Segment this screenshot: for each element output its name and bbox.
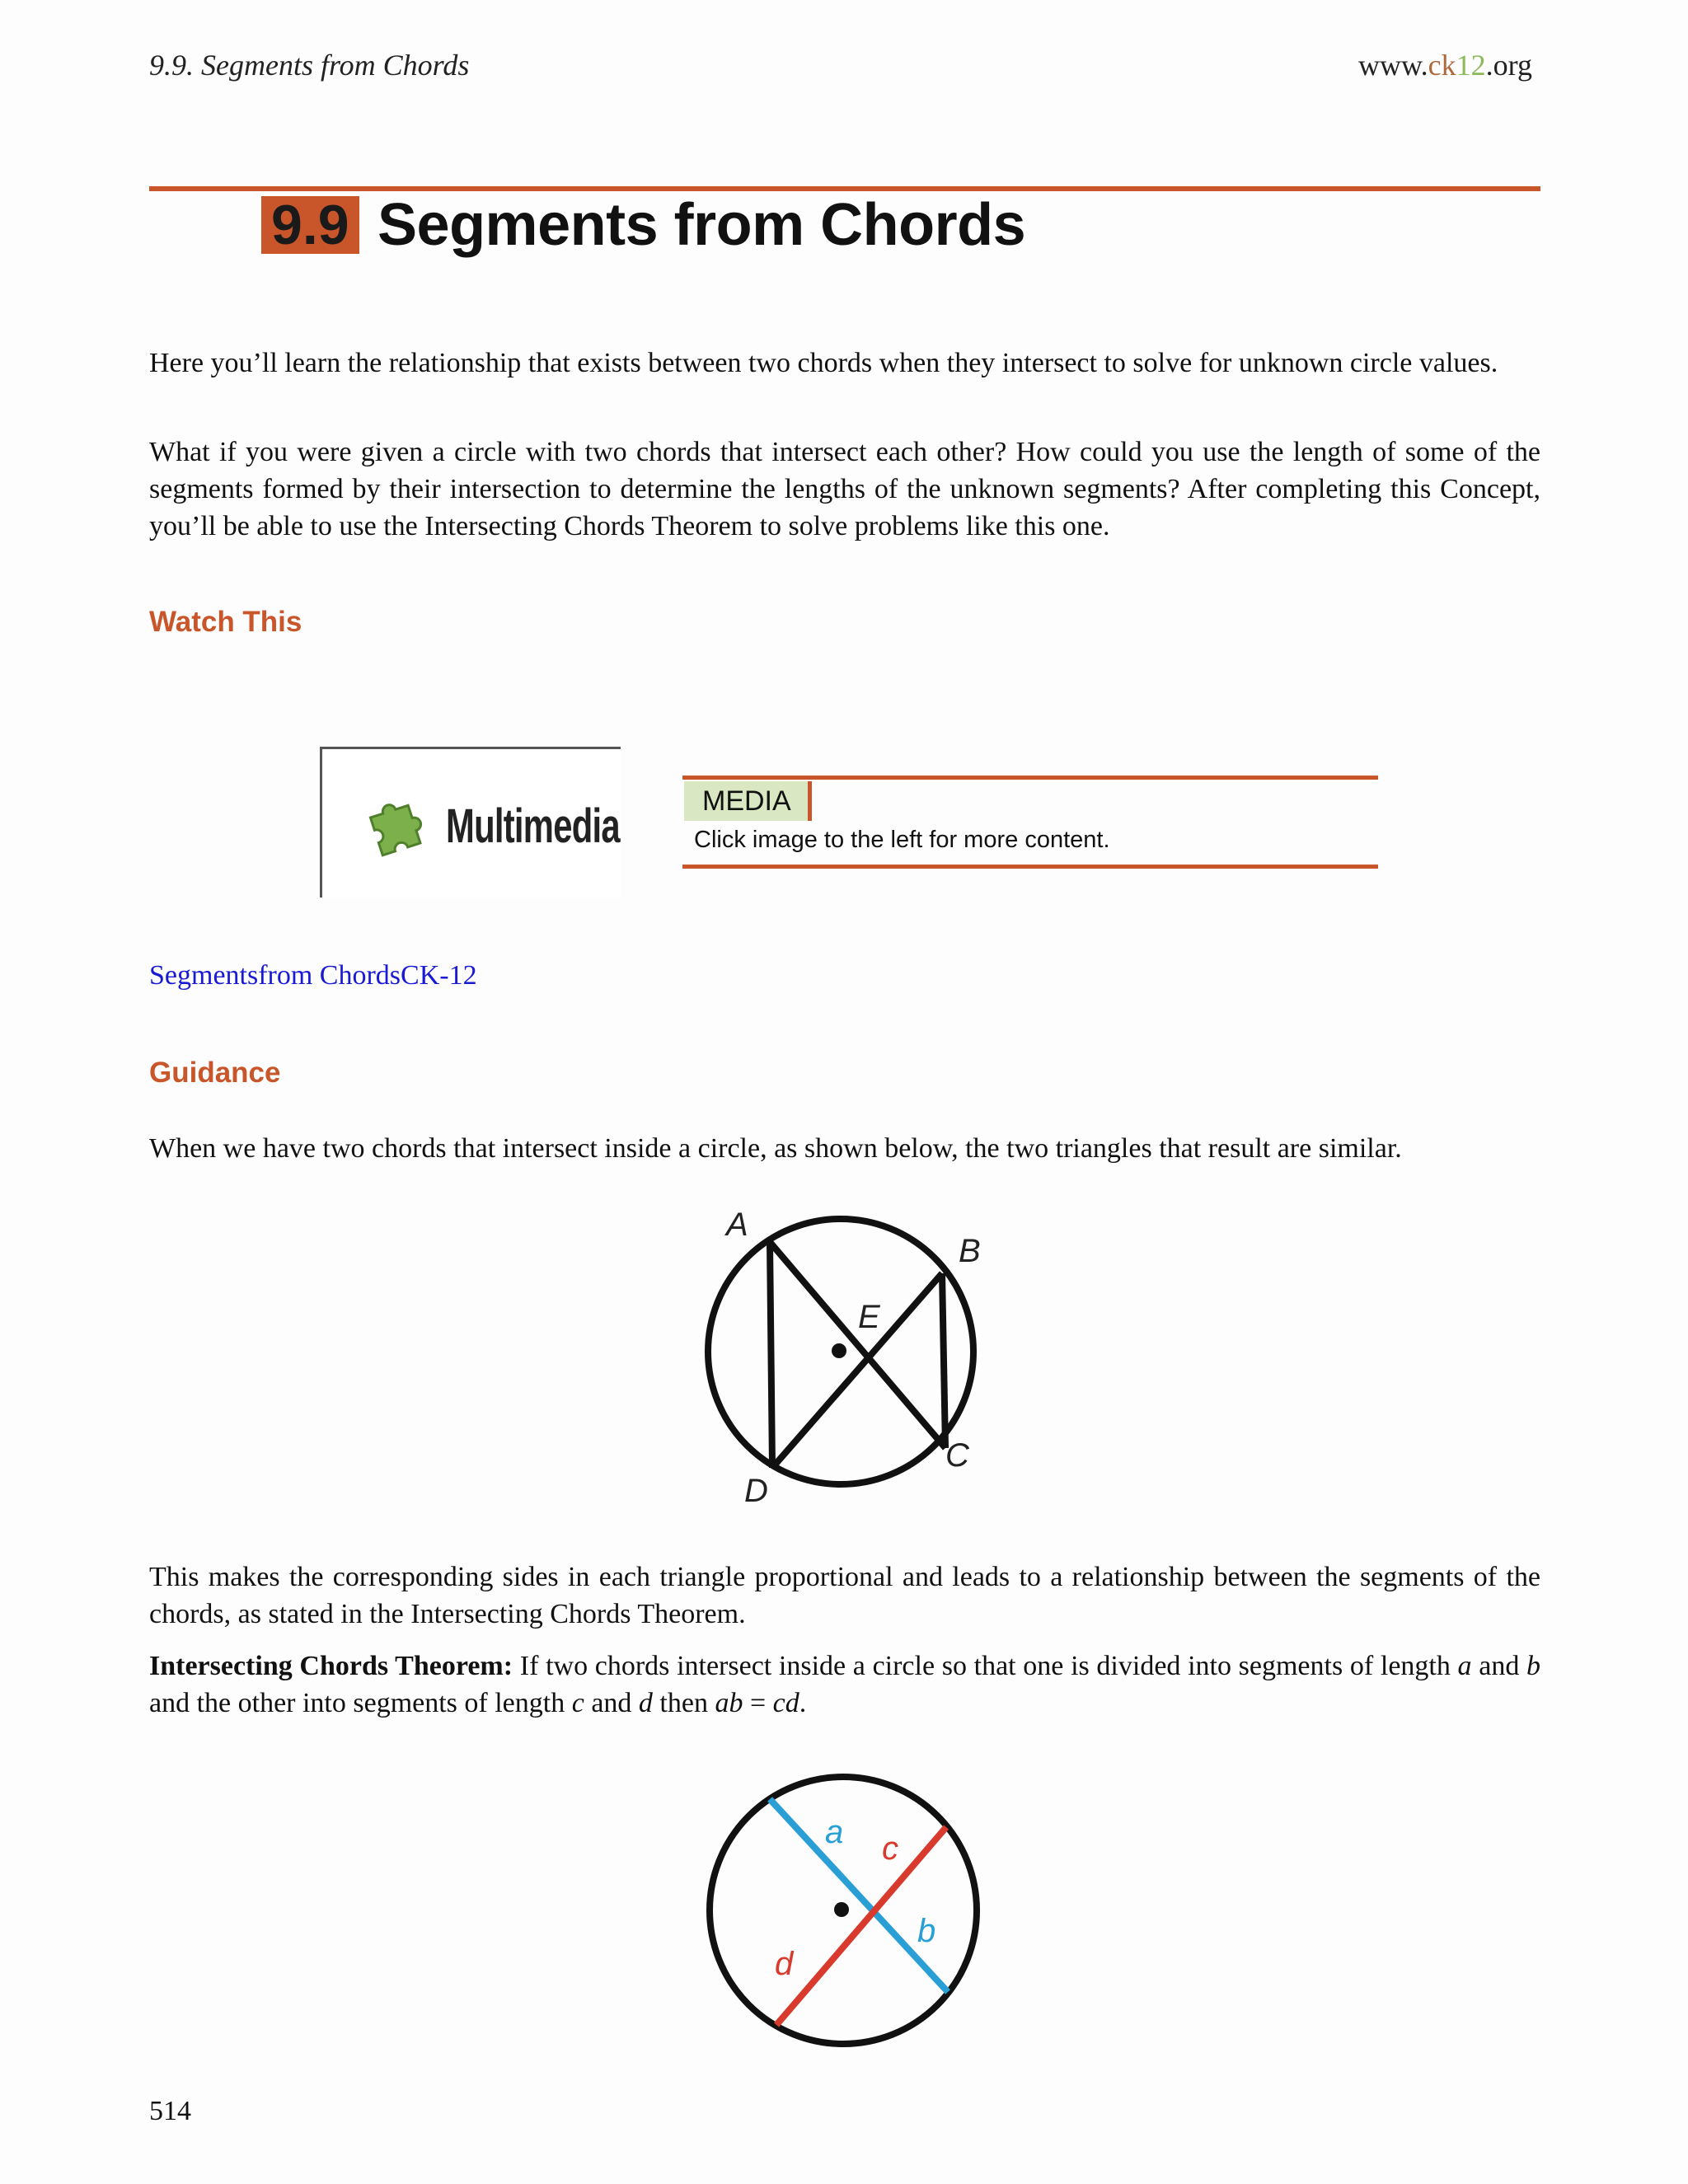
- watch-heading: Watch This: [149, 606, 302, 638]
- section-title: Segments from Chords: [377, 192, 1026, 258]
- intersecting-chords-segments-figure: [699, 1768, 987, 2052]
- chord-bd: [772, 1273, 942, 1468]
- video-link[interactable]: Segmentsfrom ChordsCK-12: [149, 960, 477, 991]
- center-dot: [832, 1343, 846, 1358]
- theorem-text-2: and the other into segments of length: [149, 1688, 572, 1718]
- label-seg-a: a: [825, 1814, 844, 1850]
- media-rule-bottom: [682, 865, 1378, 869]
- site-url[interactable]: [1358, 48, 1532, 82]
- label-d: D: [744, 1473, 768, 1509]
- segment-ad: [770, 1242, 772, 1468]
- page-number: 514: [149, 2096, 191, 2126]
- equation-sign: =: [743, 1688, 773, 1718]
- label-a: A: [726, 1207, 748, 1243]
- url-ck: ck: [1428, 49, 1456, 82]
- var-b: b: [1526, 1651, 1540, 1681]
- intro-paragraph-1: Here you’ll learn the relationship that exists between two chords when they intersect to solve for unknown circle values.: [149, 348, 1498, 378]
- label-c: C: [945, 1437, 969, 1474]
- theorem-and-2: and: [584, 1688, 639, 1718]
- running-head: 9.9. Segments from Chords: [149, 49, 470, 82]
- theorem-end: .: [799, 1688, 807, 1718]
- media-caption: Click image to the left for more content.: [694, 827, 1110, 853]
- label-seg-d: d: [775, 1946, 794, 1982]
- theorem-text-1: If two chords intersect inside a circle so that one is divided into segments of length: [513, 1651, 1458, 1681]
- multimedia-label: Multimedia: [446, 799, 620, 853]
- intersecting-chords-triangles-figure: [696, 1207, 993, 1512]
- section-number: 9.9: [261, 196, 359, 254]
- theorem-name: Intersecting Chords Theorem:: [149, 1651, 513, 1681]
- theorem-and-1: and: [1471, 1651, 1526, 1681]
- multimedia-thumbnail[interactable]: [320, 747, 621, 898]
- label-b: B: [959, 1233, 981, 1269]
- url-suffix: .org: [1485, 49, 1532, 82]
- equation-lhs: ab: [715, 1688, 743, 1718]
- label-seg-c: c: [882, 1830, 898, 1867]
- label-seg-b: b: [917, 1913, 936, 1949]
- label-e: E: [858, 1299, 880, 1335]
- media-tag: MEDIA: [684, 781, 812, 821]
- equation-rhs: cd: [772, 1688, 799, 1718]
- guidance-paragraph-1: When we have two chords that intersect inside a circle, as shown below, the two triangles that result are similar.: [149, 1133, 1402, 1164]
- puzzle-icon: [363, 792, 429, 858]
- url-prefix: www.: [1358, 49, 1428, 82]
- var-d: d: [638, 1688, 653, 1718]
- var-c: c: [571, 1688, 584, 1718]
- intro-paragraph-2: What if you were given a circle with two chords that intersect each other? How could you use the length of some of the segments formed by their intersection to determine the lengths of the unknown segments? After completing this Concept, you’ll be able to use the Intersecting Chords Theorem to solve problems like this one.: [149, 437, 1540, 541]
- chord-ab: [770, 1799, 948, 1992]
- segment-bc: [942, 1273, 945, 1448]
- var-a: a: [1457, 1651, 1472, 1681]
- media-rule-top: [682, 776, 1378, 780]
- center-dot-2: [834, 1902, 849, 1917]
- guidance-heading: Guidance: [149, 1057, 281, 1089]
- url-12: 12: [1456, 49, 1486, 82]
- theorem-paragraph: [149, 1647, 1540, 1722]
- theorem-then: then: [652, 1688, 715, 1718]
- chord-ac: [770, 1242, 945, 1448]
- guidance-paragraph-2: This makes the corresponding sides in each triangle proportional and leads to a relationship between the segments of the chords, as stated in the Intersecting Chords Theorem.: [149, 1562, 1540, 1629]
